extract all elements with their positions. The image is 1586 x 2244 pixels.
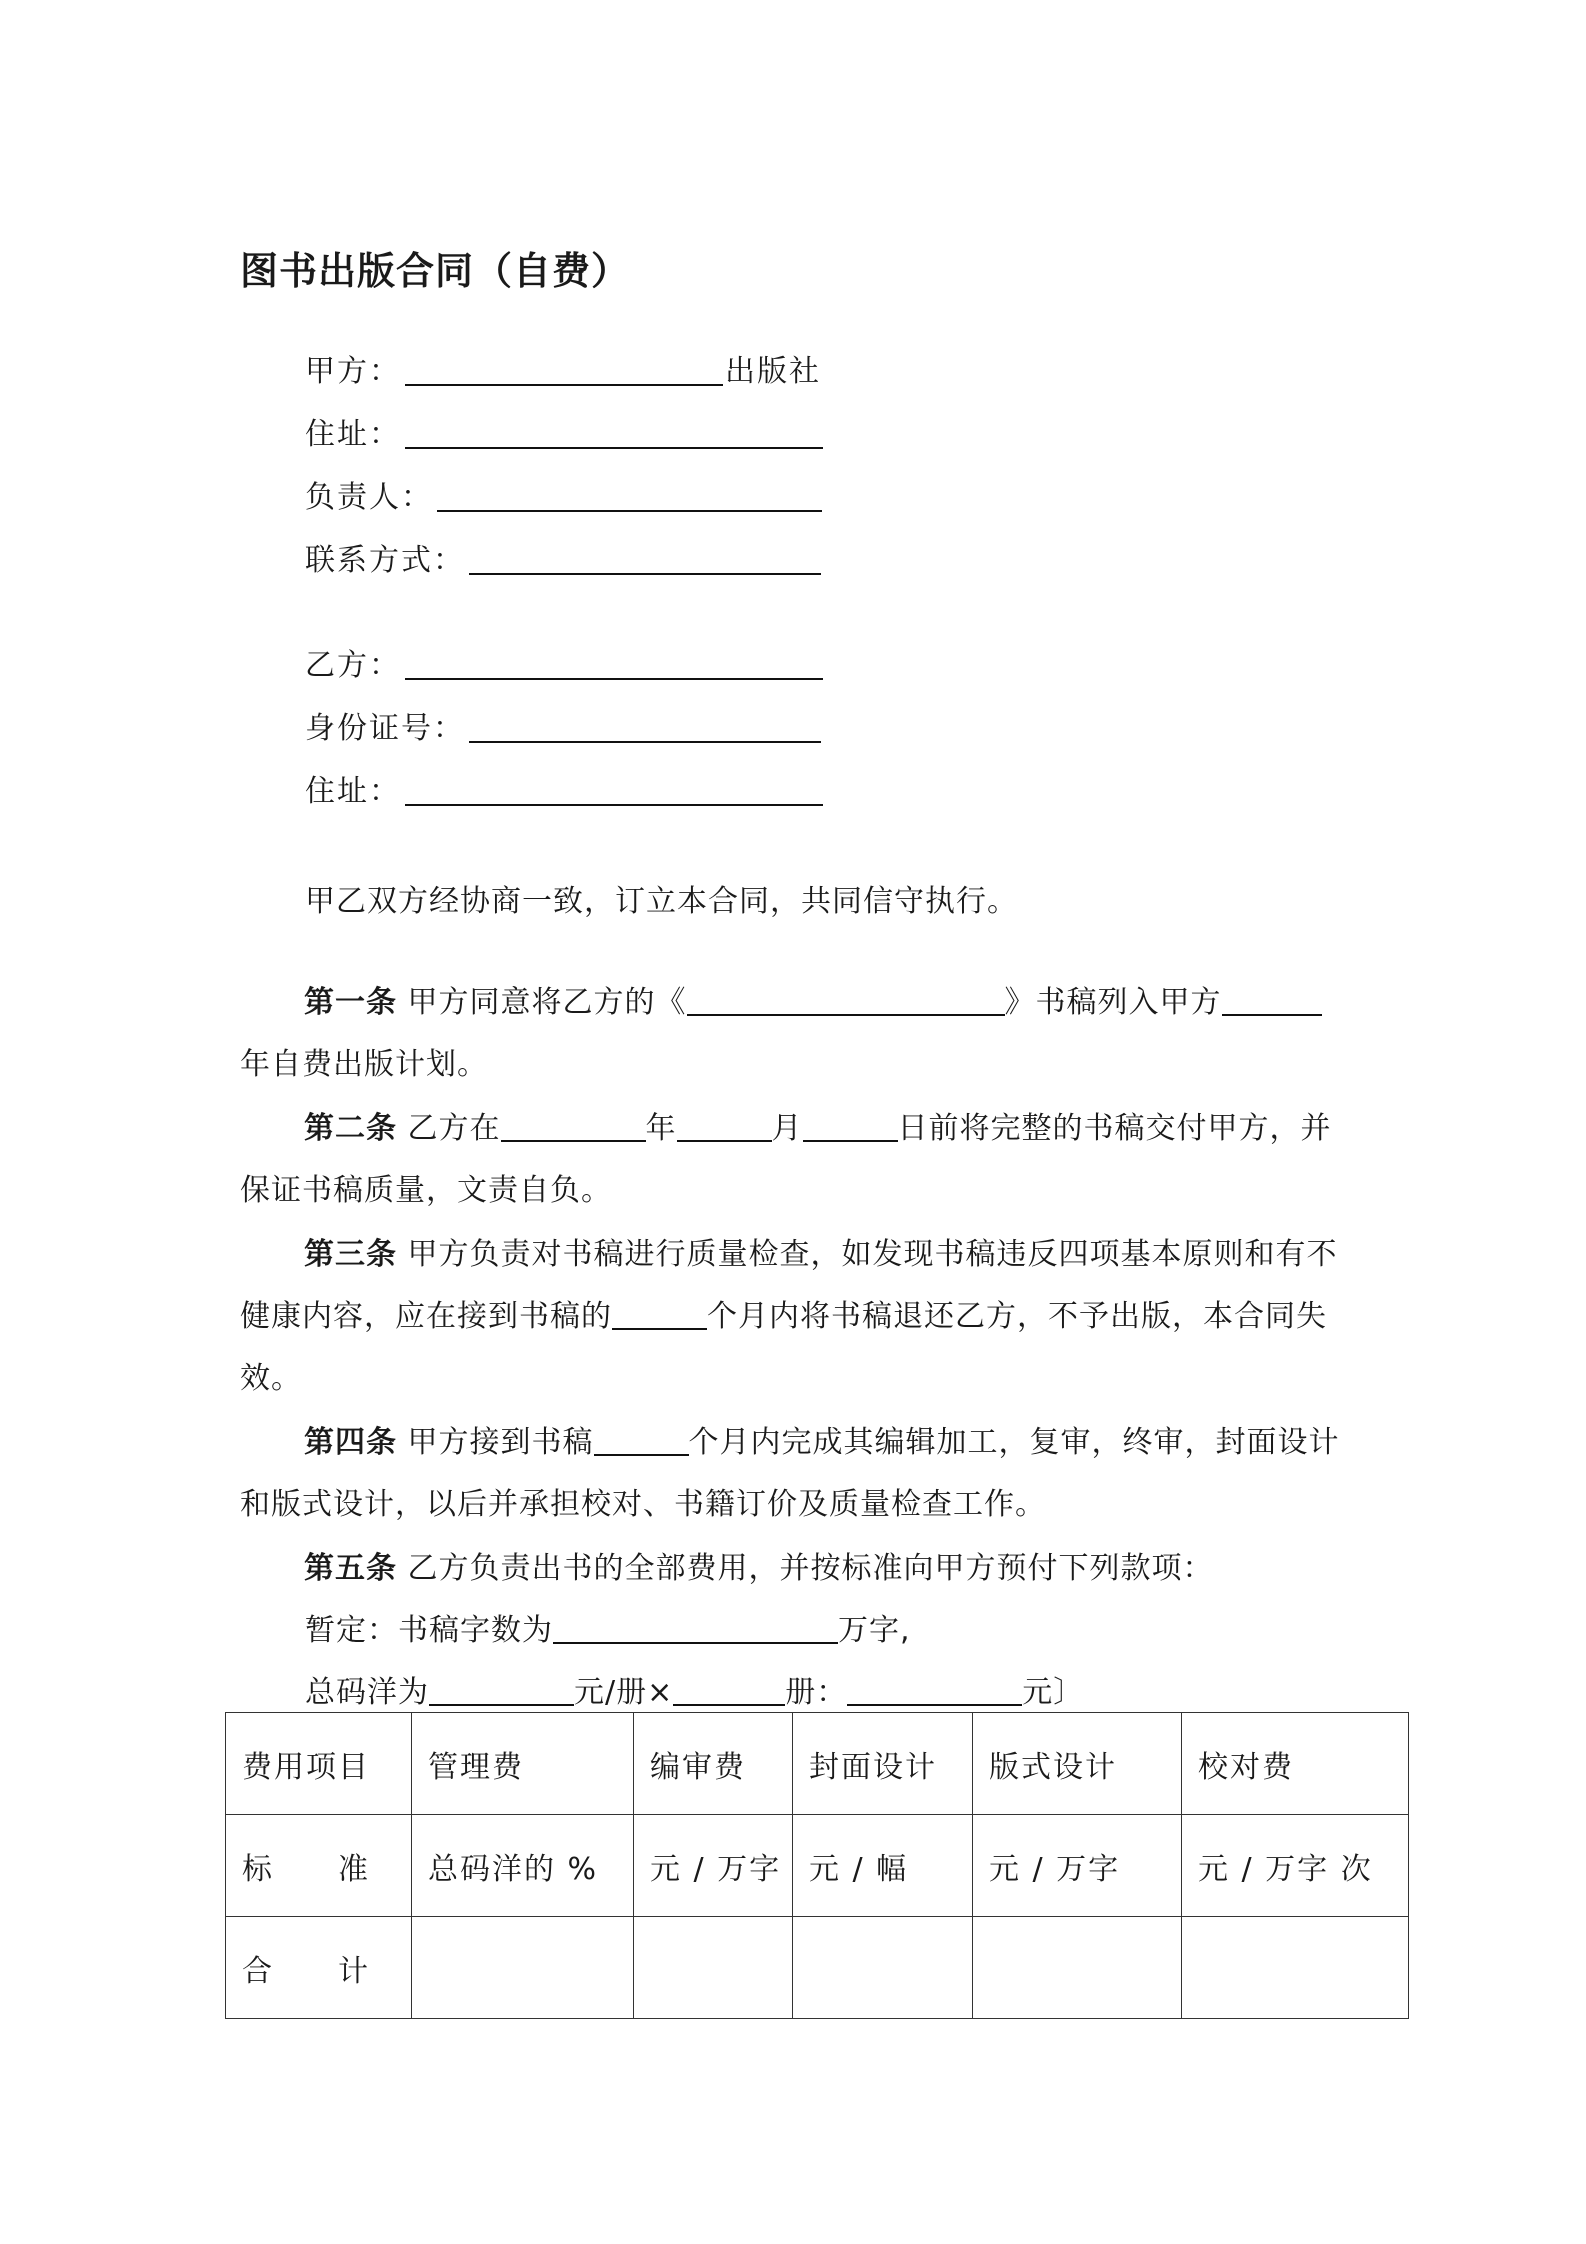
party-b-address-label: 住址： [305, 774, 401, 809]
delivery-month-blank[interactable] [677, 1110, 772, 1142]
table-cell[interactable] [412, 1917, 634, 2019]
article-3-text-2: 个月内将书稿退还乙方，不予出版，本合同失效。 [240, 1299, 1327, 1396]
table-cell[interactable] [1182, 1917, 1409, 2019]
party-b-name-label: 乙方： [305, 648, 401, 683]
total-amount-blank[interactable] [847, 1674, 1022, 1706]
party-a-contact-blank[interactable] [469, 543, 821, 575]
unit-price-blank[interactable] [429, 1674, 574, 1706]
delivery-year-blank[interactable] [501, 1110, 646, 1142]
party-a-name-blank[interactable] [405, 354, 723, 386]
article-3-text-1: 甲方负责对书稿进行质量检查，如发现书稿违反四项基本原则和有不健康内容，应在接到书稿的 [240, 1237, 1338, 1334]
table-cell[interactable]: 元 / 幅 [793, 1815, 973, 1917]
article-4-text-1: 甲方接到书稿 [407, 1425, 594, 1460]
table-row [226, 1917, 1409, 2019]
party-b-id-blank[interactable] [469, 711, 821, 743]
table-cell[interactable] [634, 1917, 793, 2019]
article-4-heading: 第四条 [304, 1425, 397, 1460]
table-cell[interactable] [973, 1917, 1182, 2019]
party-a-address-label: 住址： [305, 417, 401, 452]
party-a-contact-label: 联系方式： [305, 543, 465, 578]
table-cell[interactable]: 元 / 万字 [634, 1815, 793, 1917]
article-2 [240, 1098, 1350, 1222]
table-cell: 标 准 [226, 1815, 412, 1917]
copies-blank[interactable] [673, 1674, 785, 1706]
total-text-4: 元〕 [1022, 1675, 1085, 1710]
article-2-text-1: 乙方在 [407, 1111, 501, 1146]
article-2-text-4: 日前将完整的书稿交付甲方，并保证书稿质量，文责自负。 [240, 1111, 1332, 1208]
table-cell: 校对费 [1182, 1713, 1409, 1815]
party-a-person-line [305, 476, 824, 520]
article-3 [240, 1224, 1350, 1410]
editing-months-blank[interactable] [594, 1424, 689, 1456]
table-cell[interactable] [793, 1917, 973, 2019]
book-title-blank[interactable] [687, 984, 1005, 1016]
article-4 [240, 1412, 1350, 1536]
party-a-address-blank[interactable] [405, 417, 823, 449]
party-a-name-label: 甲方： [305, 354, 401, 389]
table-cell: 费用项目 [226, 1713, 412, 1815]
tentative-text-1: 暂定：书稿字数为 [305, 1613, 553, 1648]
party-a-name-suffix: 出版社 [725, 354, 821, 389]
table-cell: 封面设计 [793, 1713, 973, 1815]
article-2-heading: 第二条 [304, 1111, 397, 1146]
article-3-heading: 第三条 [304, 1237, 397, 1272]
total-text-1: 总码洋为 [305, 1675, 429, 1710]
article-1-text-2: 》书稿列入甲方 [1004, 985, 1222, 1020]
delivery-day-blank[interactable] [803, 1110, 898, 1142]
table-cell: 合 计 [226, 1917, 412, 2019]
party-b-address-blank[interactable] [405, 774, 823, 806]
article-2-text-2: 年 [645, 1111, 677, 1146]
return-months-blank[interactable] [612, 1298, 707, 1330]
table-cell: 编审费 [634, 1713, 793, 1815]
table-cell: 管理费 [412, 1713, 634, 1815]
party-a-address-line [305, 413, 825, 457]
party-a-name-line [305, 350, 821, 394]
total-text-2: 元/册× [574, 1675, 674, 1710]
article-2-text-3: 月 [771, 1111, 803, 1146]
table-row [226, 1815, 1409, 1917]
article-1-text-3: 年自费出版计划。 [240, 1047, 488, 1082]
table-row [226, 1713, 1409, 1815]
tentative-text-2: 万字, [838, 1613, 911, 1648]
table-cell[interactable]: 总码洋的 % [412, 1815, 634, 1917]
party-b-name-line [305, 644, 825, 688]
article-1-text-1: 甲方同意将乙方的《 [407, 985, 687, 1020]
intro-text: 甲乙双方经协商一致，订立本合同，共同信守执行。 [305, 884, 1018, 919]
article-4-text-2: 个月内完成其编辑加工，复审，终审，封面设计和版式设计，以后并承担校对、书籍订价及质量检查工作。 [240, 1425, 1340, 1522]
party-b-name-blank[interactable] [405, 648, 823, 680]
table-cell[interactable]: 元 / 万字 次 [1182, 1815, 1409, 1917]
party-b-address-line [305, 770, 825, 814]
article-1 [240, 972, 1350, 1096]
party-b-id-label: 身份证号： [305, 711, 465, 746]
tentative-line [305, 1600, 1415, 1662]
fee-table [225, 1712, 1409, 2019]
article-5-text-1: 乙方负责出书的全部费用，并按标准向甲方预付下列款项： [407, 1551, 1214, 1586]
table-cell[interactable]: 元 / 万字 [973, 1815, 1182, 1917]
article-1-heading: 第一条 [304, 985, 397, 1020]
article-5-heading: 第五条 [304, 1551, 397, 1586]
total-text-3: 册： [785, 1675, 848, 1710]
plan-year-blank[interactable] [1222, 984, 1322, 1016]
table-cell: 版式设计 [973, 1713, 1182, 1815]
word-count-blank[interactable] [553, 1612, 838, 1644]
party-a-contact-line [305, 539, 823, 583]
party-a-person-blank[interactable] [437, 480, 822, 512]
document-title: 图书出版合同（自费） [240, 249, 631, 293]
article-5 [240, 1538, 1350, 1600]
party-b-id-line [305, 707, 823, 751]
party-a-person-label: 负责人： [305, 480, 433, 515]
